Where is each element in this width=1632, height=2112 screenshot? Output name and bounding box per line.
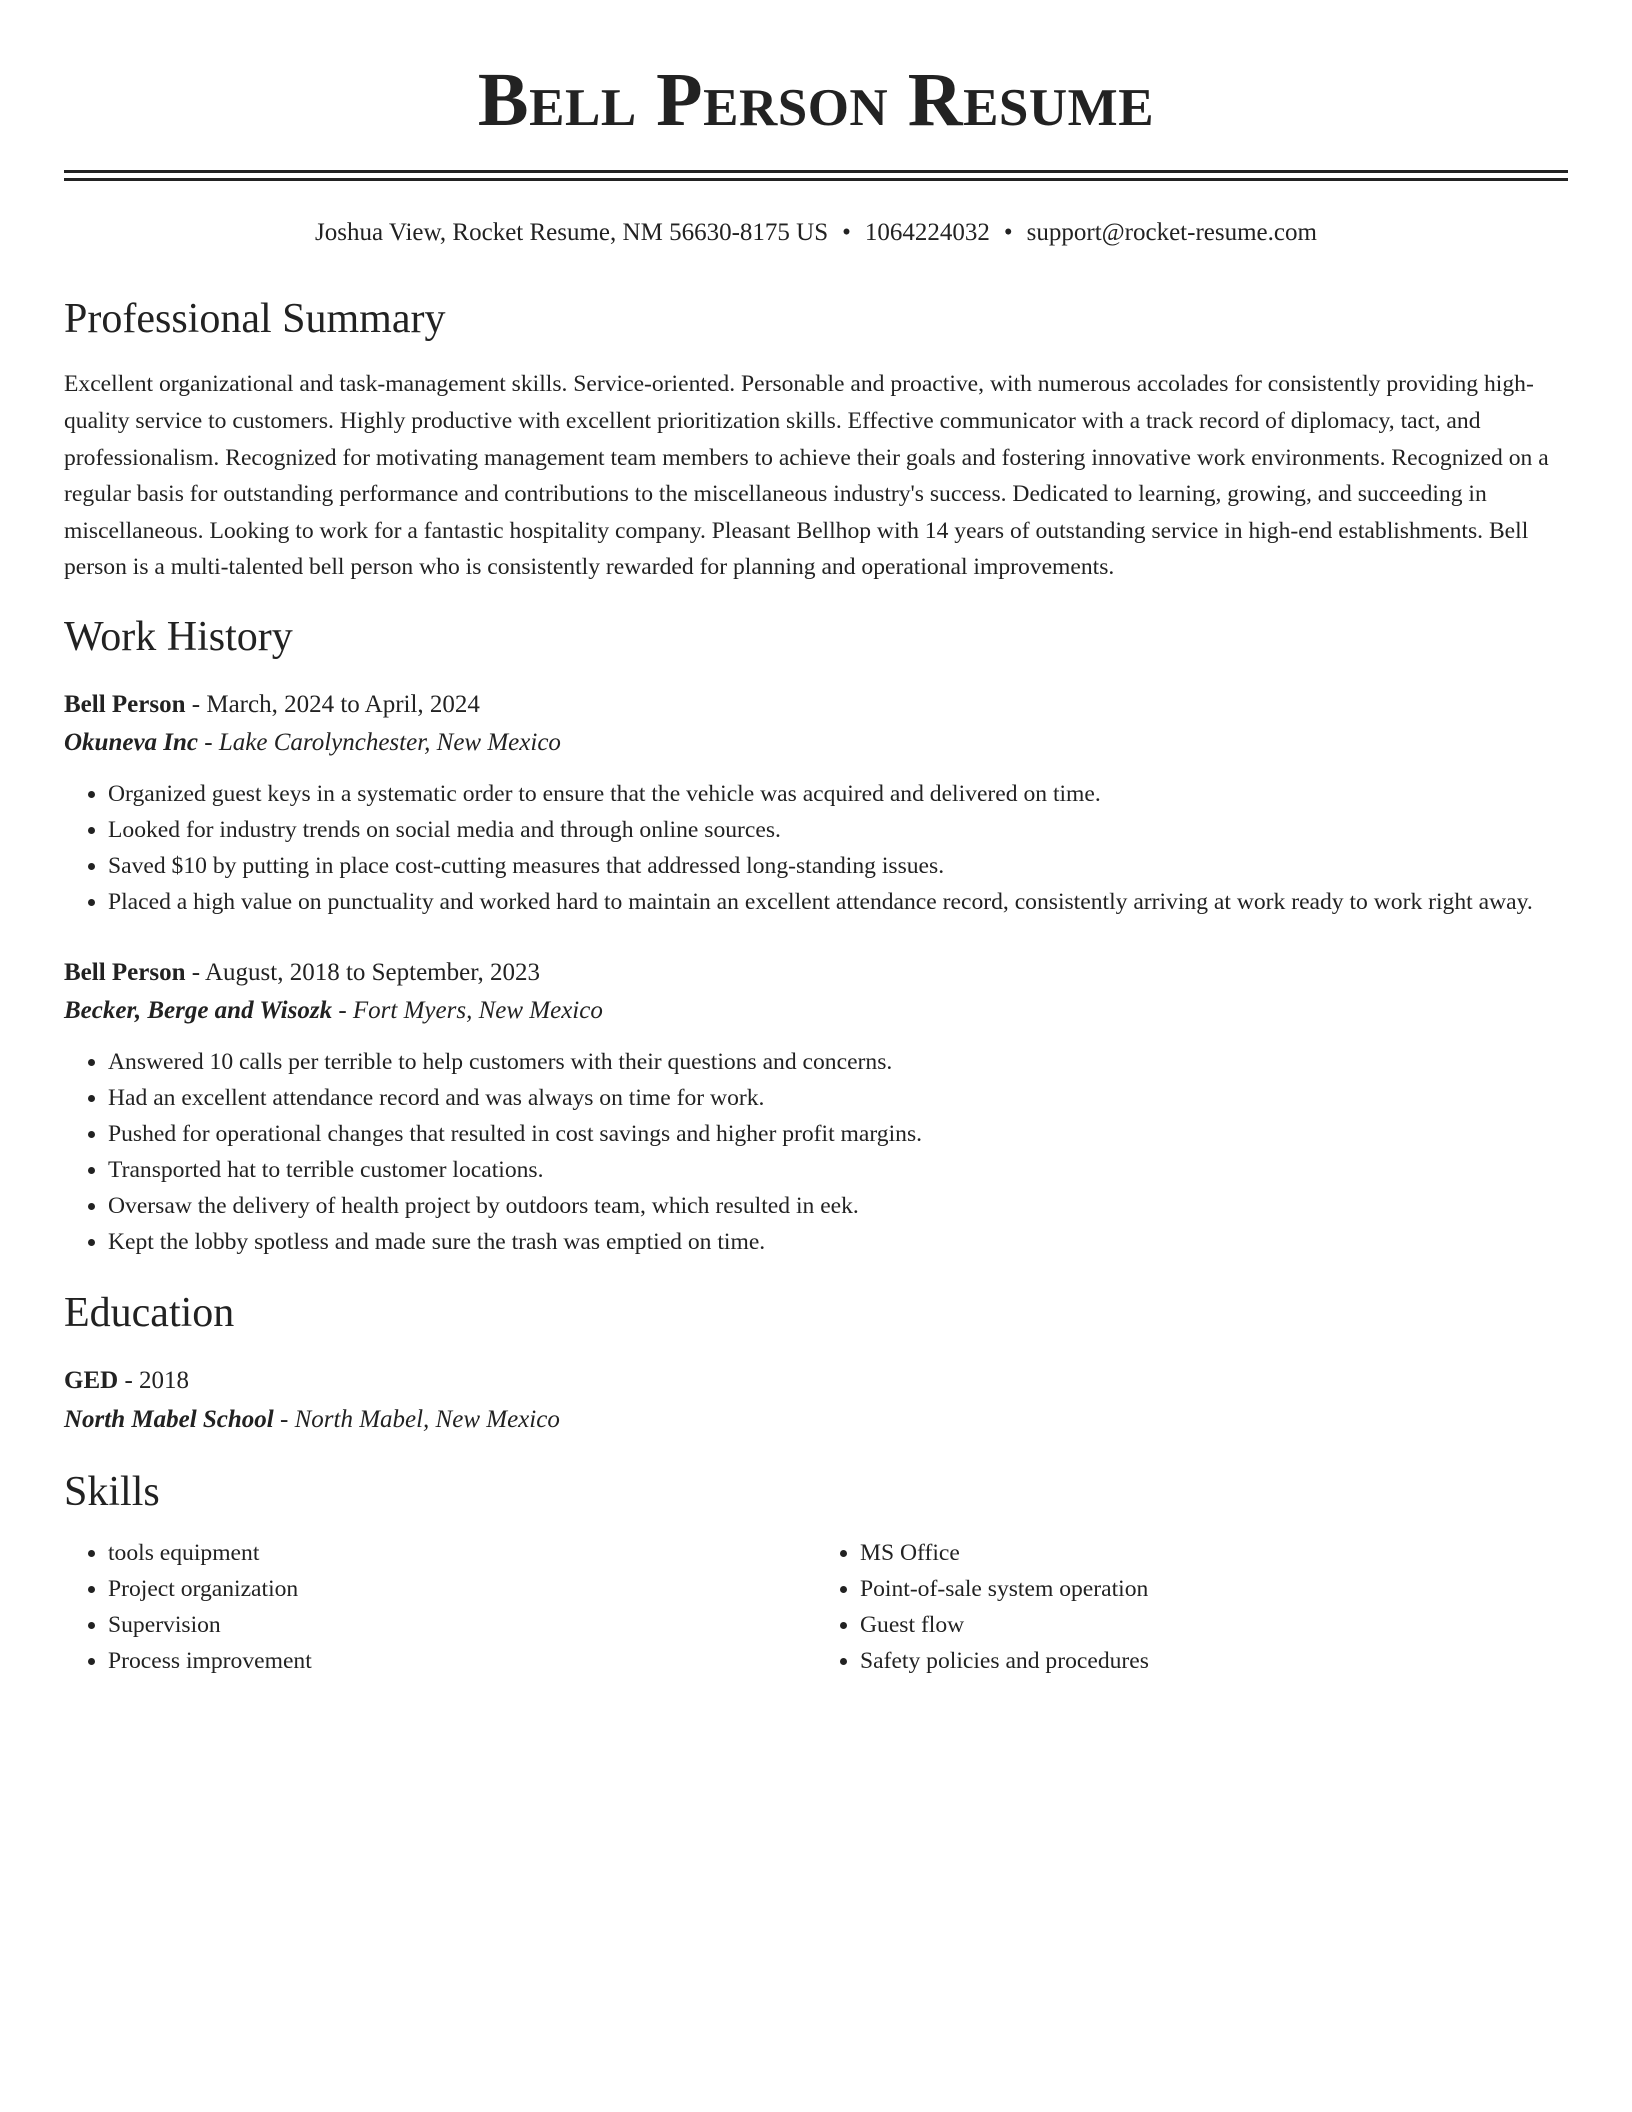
skill-item: • Project organization [108,1571,816,1607]
skill-item: • Point-of-sale system operation [860,1571,1568,1607]
job-dates: - March, 2024 to April, 2024 [185,691,480,719]
skills-column-left [64,1535,816,1679]
contact-address: Joshua View, Rocket Resume, NM 56630-8175 US [315,219,829,246]
contact-separator: • [842,219,851,246]
skill-item: • Safety policies and procedures [860,1643,1568,1679]
education-entry [64,1361,1568,1439]
job-location: - Fort Myers, New Mexico [332,997,603,1025]
header-double-rule [64,170,1568,181]
job-company: Becker, Berge and Wisozk [64,997,333,1025]
job-bullet: • Looked for industry trends on social media and through online sources. [108,812,1568,848]
skills-column-right [816,1535,1568,1679]
job-bullets [64,776,1568,920]
skill-item: • MS Office [860,1535,1568,1571]
job-company-line [64,724,1568,762]
job-company: Okuneva Inc [64,729,199,757]
contact-phone: 1064224032 [864,219,990,246]
skill-item: • Supervision [108,1607,816,1643]
job-bullets [64,1044,1568,1260]
contact-separator: • [1003,219,1013,246]
job-bullet: • Placed a high value on punctuality and worked hard to maintain an excellent attendance record, consistently arriving at work ready to work right away. [108,884,1568,920]
job-bullet: • Oversaw the delivery of health project by outdoors team, which resulted in eek. [108,1188,1568,1224]
skill-item: • tools equipment [108,1535,816,1571]
education-school-line [64,1401,1568,1439]
education-school: North Mabel School [64,1405,274,1433]
education-degree-line [64,1361,1568,1401]
resume-name: Bell Person Resume [477,58,1155,142]
job-entry [64,954,1568,1260]
job-bullet: • Answered 10 calls per terrible to help customers with their questions and concerns. [108,1044,1568,1080]
job-bullet: • Transported hat to terrible customer locations. [108,1152,1568,1188]
job-bullet: • Had an excellent attendance record and was always on time for work. [108,1080,1568,1116]
education-location: - North Mabel, New Mexico [273,1405,560,1433]
job-bullet: • Pushed for operational changes that resulted in cost savings and higher profit margins. [108,1116,1568,1152]
job-role: Bell Person [64,959,186,987]
job-entry [64,686,1568,920]
job-bullet: • Saved $10 by putting in place cost-cutting measures that addressed long-standing issues. [108,848,1568,884]
skill-item: • Guest flow [860,1607,1568,1643]
contact-line [64,218,1568,248]
education-year: - 2018 [118,1366,190,1394]
skill-item: • Process improvement [108,1643,816,1679]
job-bullet: • Kept the lobby spotless and made sure the trash was emptied on time. [108,1224,1568,1260]
job-role: Bell Person [64,691,186,719]
job-dates: - August, 2018 to September, 2023 [185,959,541,987]
section-title-education: Education [64,1290,235,1337]
skills-list [64,1535,1568,1679]
section-title-skills: Skills [64,1468,160,1515]
contact-email: support@rocket-resume.com [1026,219,1317,246]
job-title-line [64,954,1568,992]
education-degree: GED [64,1366,119,1394]
summary-text: Excellent organizational and task-management skills. Service-oriented. Personable and proactive, with numerous accolades for consistently providing high-quality service to customers. Highly productive with excellent prioritization skills. Effective communicator with a track record of diplomacy, tact, and professionalism. Recognized for motivating management team members to achieve their goals and fostering innovative work environments. Recognized on a regular basis for outstanding performance and contributions to the miscellaneous industry's success. Dedicated to learning, growing, and succeeding in miscellaneous. Looking to work for a fantastic hospitality company. Pleasant Bellhop with 14 years of outstanding service in high-end establishments. Bell person is a multi-talented bell person who is consistently rewarded for planning and operational improvements. [64,371,1549,581]
section-title-summary: Professional Summary [64,296,446,342]
job-location: - Lake Carolynchester, New Mexico [198,729,561,757]
job-title-line [64,686,1568,724]
section-title-work-history: Work History [64,613,293,660]
job-company-line [64,992,1568,1030]
job-bullet: • Organized guest keys in a systematic order to ensure that the vehicle was acquired and delivered on time. [108,776,1568,812]
